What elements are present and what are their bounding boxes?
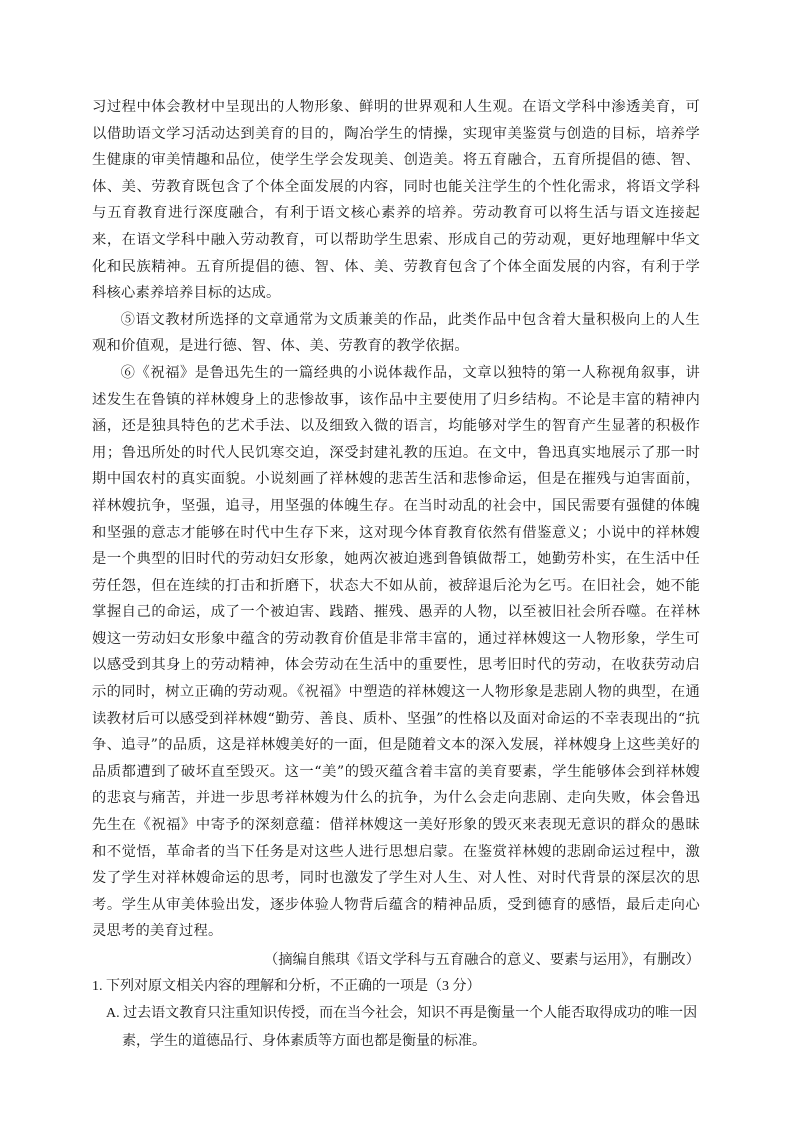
paragraph-continued: 习过程中体会教材中呈现出的人物形象、鲜明的世界观和人生观。在语文学科中渗透美育，可以借助语文学习活动达到美育的目的，陶冶学生的情操，实现审美鉴赏与创造的目标，培养学生健康的审美情趣和品位，使学生学会发现美、创造美。将五育融合，五育所提倡的德、智、体、美、劳教育既包含了个体全面发展的内容，同时也能关注学生的个性化需求，将语文学科与五育教育进行深度融合，有利于语文核心素养的培养。劳动教育可以将生活与语文连接起来，在语文学科中融入劳动教育，可以帮助学生思索、形成自己的劳动观，更好地理解中华文化和民族精神。五育所提倡的德、智、体、美、劳教育包含了个体全面发展的内容，有利于学科核心素养培养目标的达成。 xyxy=(92,99,700,302)
question-1-stem: 1. 下列对原文相关内容的理解和分析，不正确的一项是（3 分） xyxy=(92,978,481,994)
paragraph-6: ⑥《祝福》是鲁迅先生的一篇经典的小说体裁作品，文章以独特的第一人称视角叙事，讲述发生在鲁镇的祥林嫂身上的悲惨故事，该作品中主要使用了归乡结构。不论是丰富的精神内涵，还是独具特色的艺术手法、以及细致入微的语言，均能够对学生的智育产生显著的积极作用；鲁迅所处的时代人民饥寒交迫，深受封建礼教的压迫。在文中，鲁迅真实地展示了那一时期中国农村的真实面貌。小说刻画了祥林嫂的悲苦生活和悲惨命运，但是在摧残与迫害面前，祥林嫂抗争，坚强，追寻，用坚强的体魄生存。在当时动乱的社会中，国民需要有强健的体魄和坚强的意志才能够在时代中生存下来，这对现今体育教育依然有借鉴意义；小说中的祥林嫂是一个典型的旧时代的劳动妇女形象，她两次被迫逃到鲁镇做帮工，她勤劳朴实，在生活中任劳任怨，但在连续的打击和折磨下，状态大不如从前，被辞退后沦为乞丐。在旧社会，她不能掌握自己的命运，成了一个被迫害、践踏、摧残、愚弄的人物，以至被旧社会所吞噬。在祥林嫂这一劳动妇女形象中蕴含的劳动教育价值是非常丰富的，通过祥林嫂这一人物形象，学生可以感受到其身上的劳动精神，体会劳动在生活中的重要性，思考旧时代的劳动，在收获劳动启示的同时，树立正确的劳动观。《祝福》中塑造的祥林嫂这一人物形象是悲剧人物的典型，在通读教材后可以感受到祥林嫂“勤劳、善良、质朴、坚强”的性格以及面对命运的不幸表现出的“抗争、追寻”的品质，这是祥林嫂美好的一面，但是随着文本的深入发展，祥林嫂身上这些美好的品质都遭到了破坏直至毁灭。这一“美”的毁灭蕴含着丰富的美育要素，学生能够体会到祥林嫂的悲哀与痛苦，并进一步思考祥林嫂为什么的抗争，为什么会走向悲剧、走向失败，体会鲁迅先生在《祝福》中寄予的深刻意蕴：借祥林嫂这一美好形象的毁灭来表现无意识的群众的愚昧和不觉悟，革命者的当下任务是对这些人进行思想启蒙。在鉴赏祥林嫂的悲剧命运过程中，激发了学生对祥林嫂命运的思考，同时也激发了学生对人生、对人性、对时代背景的深层次的思考。学生从审美体验出发，逐步体验人物背后蕴含的精神品质，受到德育的感悟，最后走向心灵思考的美育过程。 xyxy=(92,364,700,940)
question-1-option-a: A. 过去语文教育只注重知识传授，而在当今社会，知识不再是衡量一个人能否取得成功的唯一因素，学生的道德品行、身体素质等方面也都是衡量的标准。 xyxy=(106,1005,698,1049)
paragraph-5: ⑤语文教材所选择的文章通常为文质兼美的作品，此类作品中包含着大量积极向上的人生观和价值观，是进行德、智、体、美、劳教育的教学依据。 xyxy=(92,311,700,355)
source-citation: （摘编自熊琪《语文学科与五育融合的意义、要素与运用》，有删改） xyxy=(263,952,700,968)
document-page xyxy=(92,94,700,1056)
